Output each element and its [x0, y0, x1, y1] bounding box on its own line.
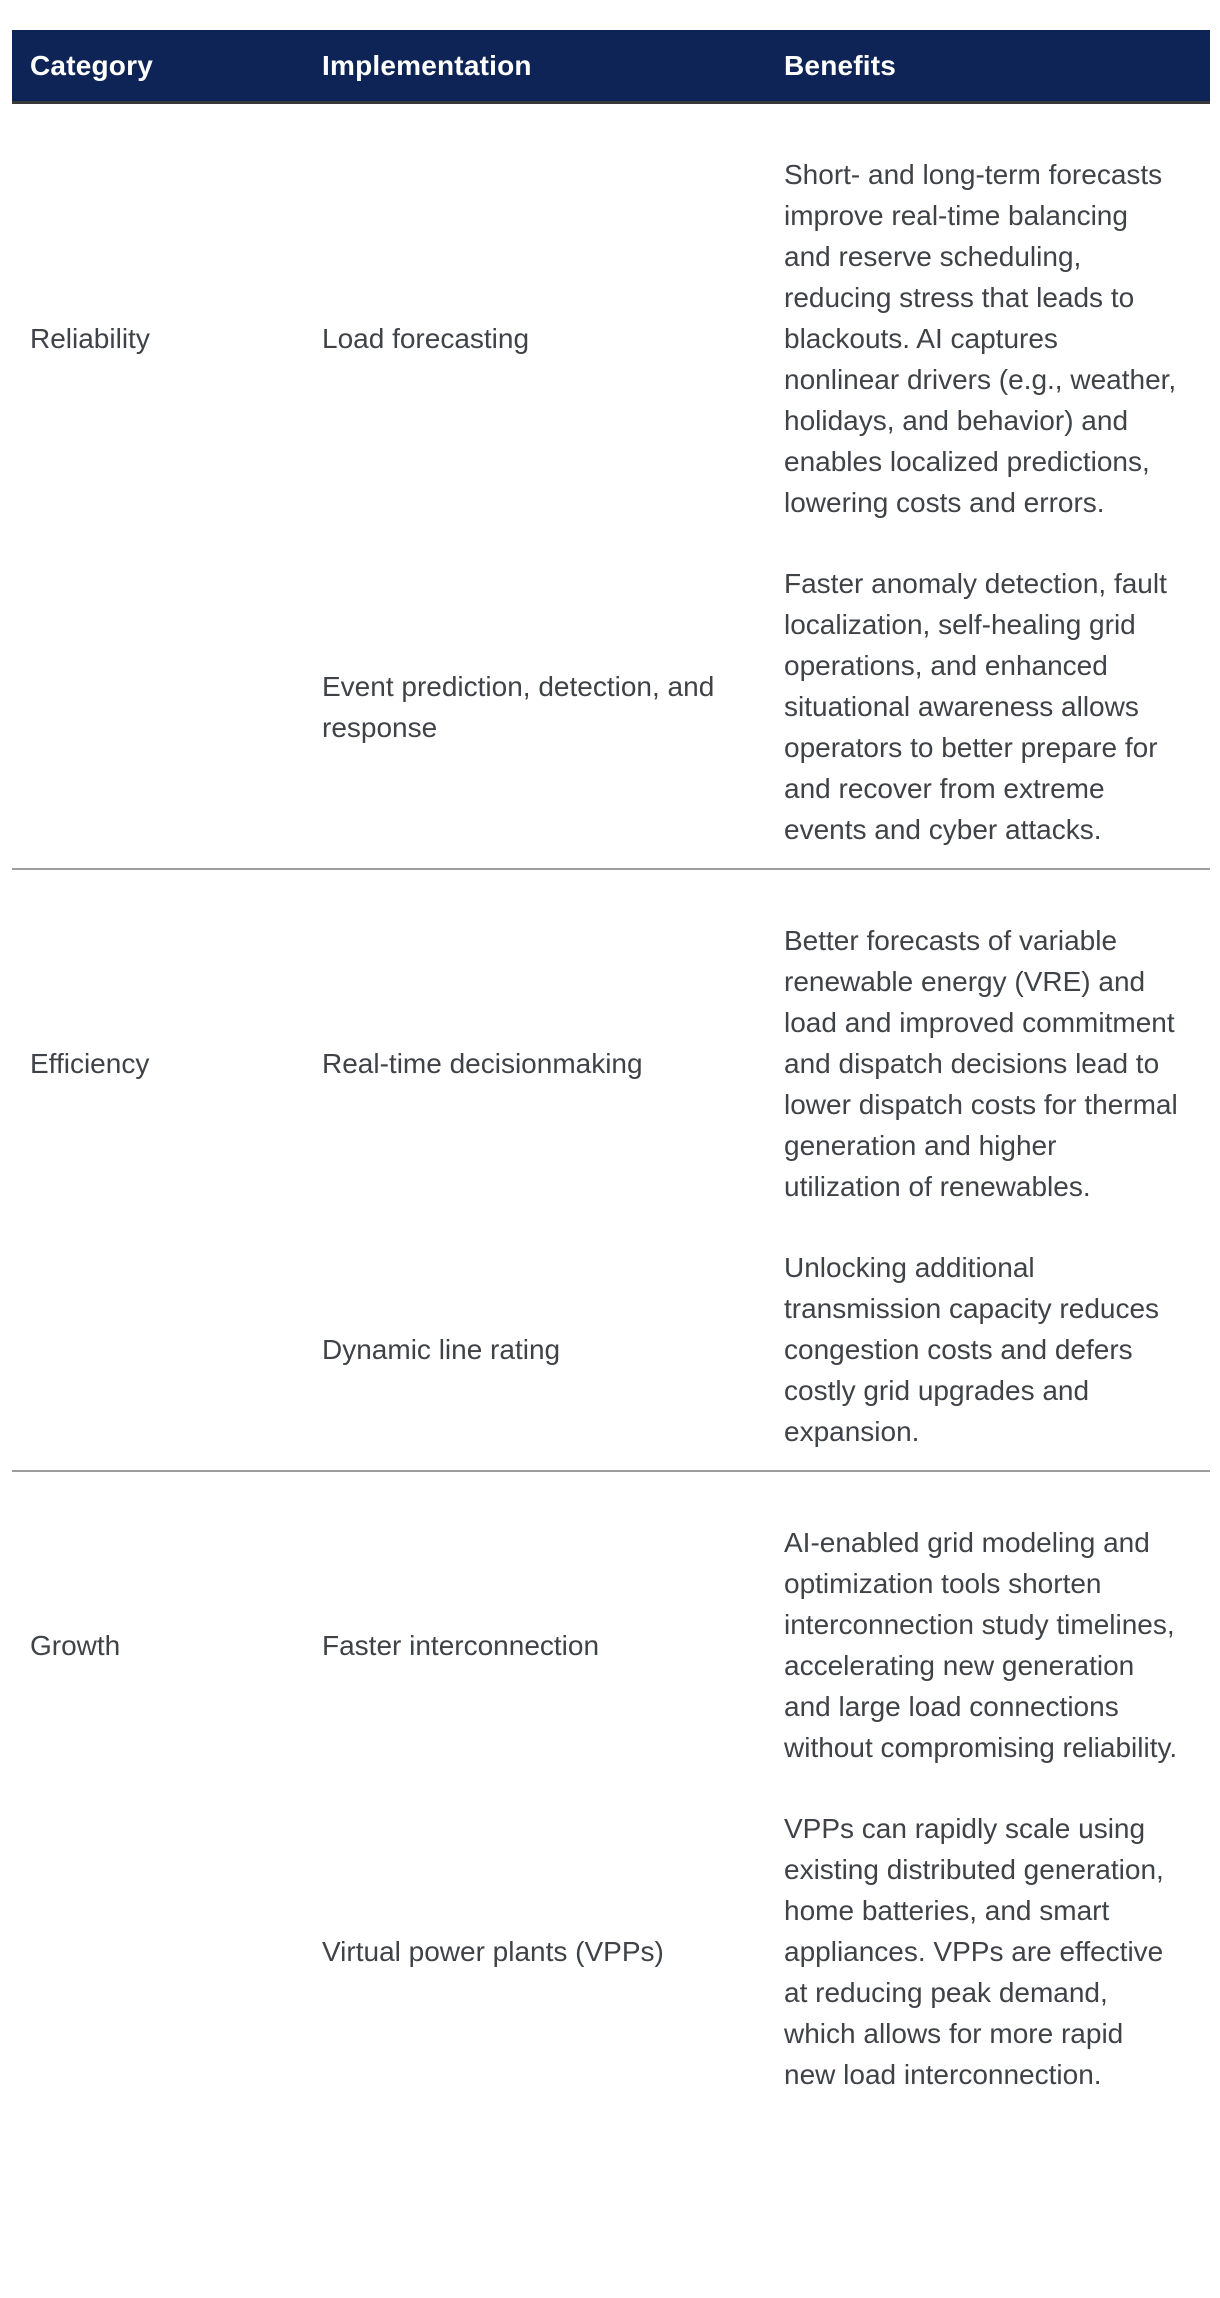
table-row [12, 154, 1210, 523]
table-row [12, 1808, 1210, 2095]
header-implementation: Implementation [322, 49, 532, 81]
category-group-efficiency [12, 870, 1210, 1472]
category-group-reliability [12, 104, 1210, 870]
implementation-label: Load forecasting [322, 323, 530, 354]
table-row [12, 1522, 1210, 1768]
implementation-label: Faster interconnection [322, 1629, 600, 1661]
table-row [12, 1247, 1210, 1452]
implementation-label: Event prediction, detection, and response [322, 670, 715, 743]
benefits-text: AI-enabled grid modeling and optimization tools shorten interconnection study timelines, accelerating new generation and large load connections without compromising reliability. [784, 1527, 1178, 1763]
implementation-label: Virtual power plants (VPPs) [322, 1936, 664, 1967]
header-category: Category [30, 49, 153, 81]
table-row [12, 563, 1210, 850]
benefits-table [12, 30, 1210, 2113]
benefits-text: Unlocking additional transmission capacity reduces congestion costs and defers costly grid upgrades and expansion. [784, 1252, 1160, 1447]
benefits-text: Faster anomaly detection, fault localization, self-healing grid operations, and enhanced situational awareness allows operators to better prepare for and recover from extreme events and cyber attacks. [784, 568, 1167, 845]
table-header-row [12, 30, 1210, 104]
category-group-growth [12, 1472, 1210, 2113]
implementation-label: Real-time decisionmaking [322, 1048, 643, 1079]
benefits-text: Short- and long-term forecasts improve real-time balancing and reserve scheduling, reducing stress that leads to blackouts. AI captures nonlinear drivers (e.g., weather, holidays, and behavior) and enables localized predictions, lowering costs and errors. [784, 159, 1177, 518]
header-benefits: Benefits [784, 49, 897, 81]
table-row [12, 920, 1210, 1207]
benefits-text: Better forecasts of variable renewable energy (VRE) and load and improved commitment and dispatch decisions lead to lower dispatch costs for thermal generation and higher utilization of renewables. [784, 925, 1178, 1202]
category-label: Efficiency [30, 1048, 150, 1079]
implementation-label: Dynamic line rating [322, 1334, 561, 1365]
category-label: Reliability [30, 323, 150, 354]
category-label: Growth [30, 1629, 121, 1661]
benefits-text: VPPs can rapidly scale using existing distributed generation, home batteries, and smart appliances. VPPs are effective at reducing peak demand, which allows for more rapid new load interconnection. [784, 1813, 1164, 2090]
